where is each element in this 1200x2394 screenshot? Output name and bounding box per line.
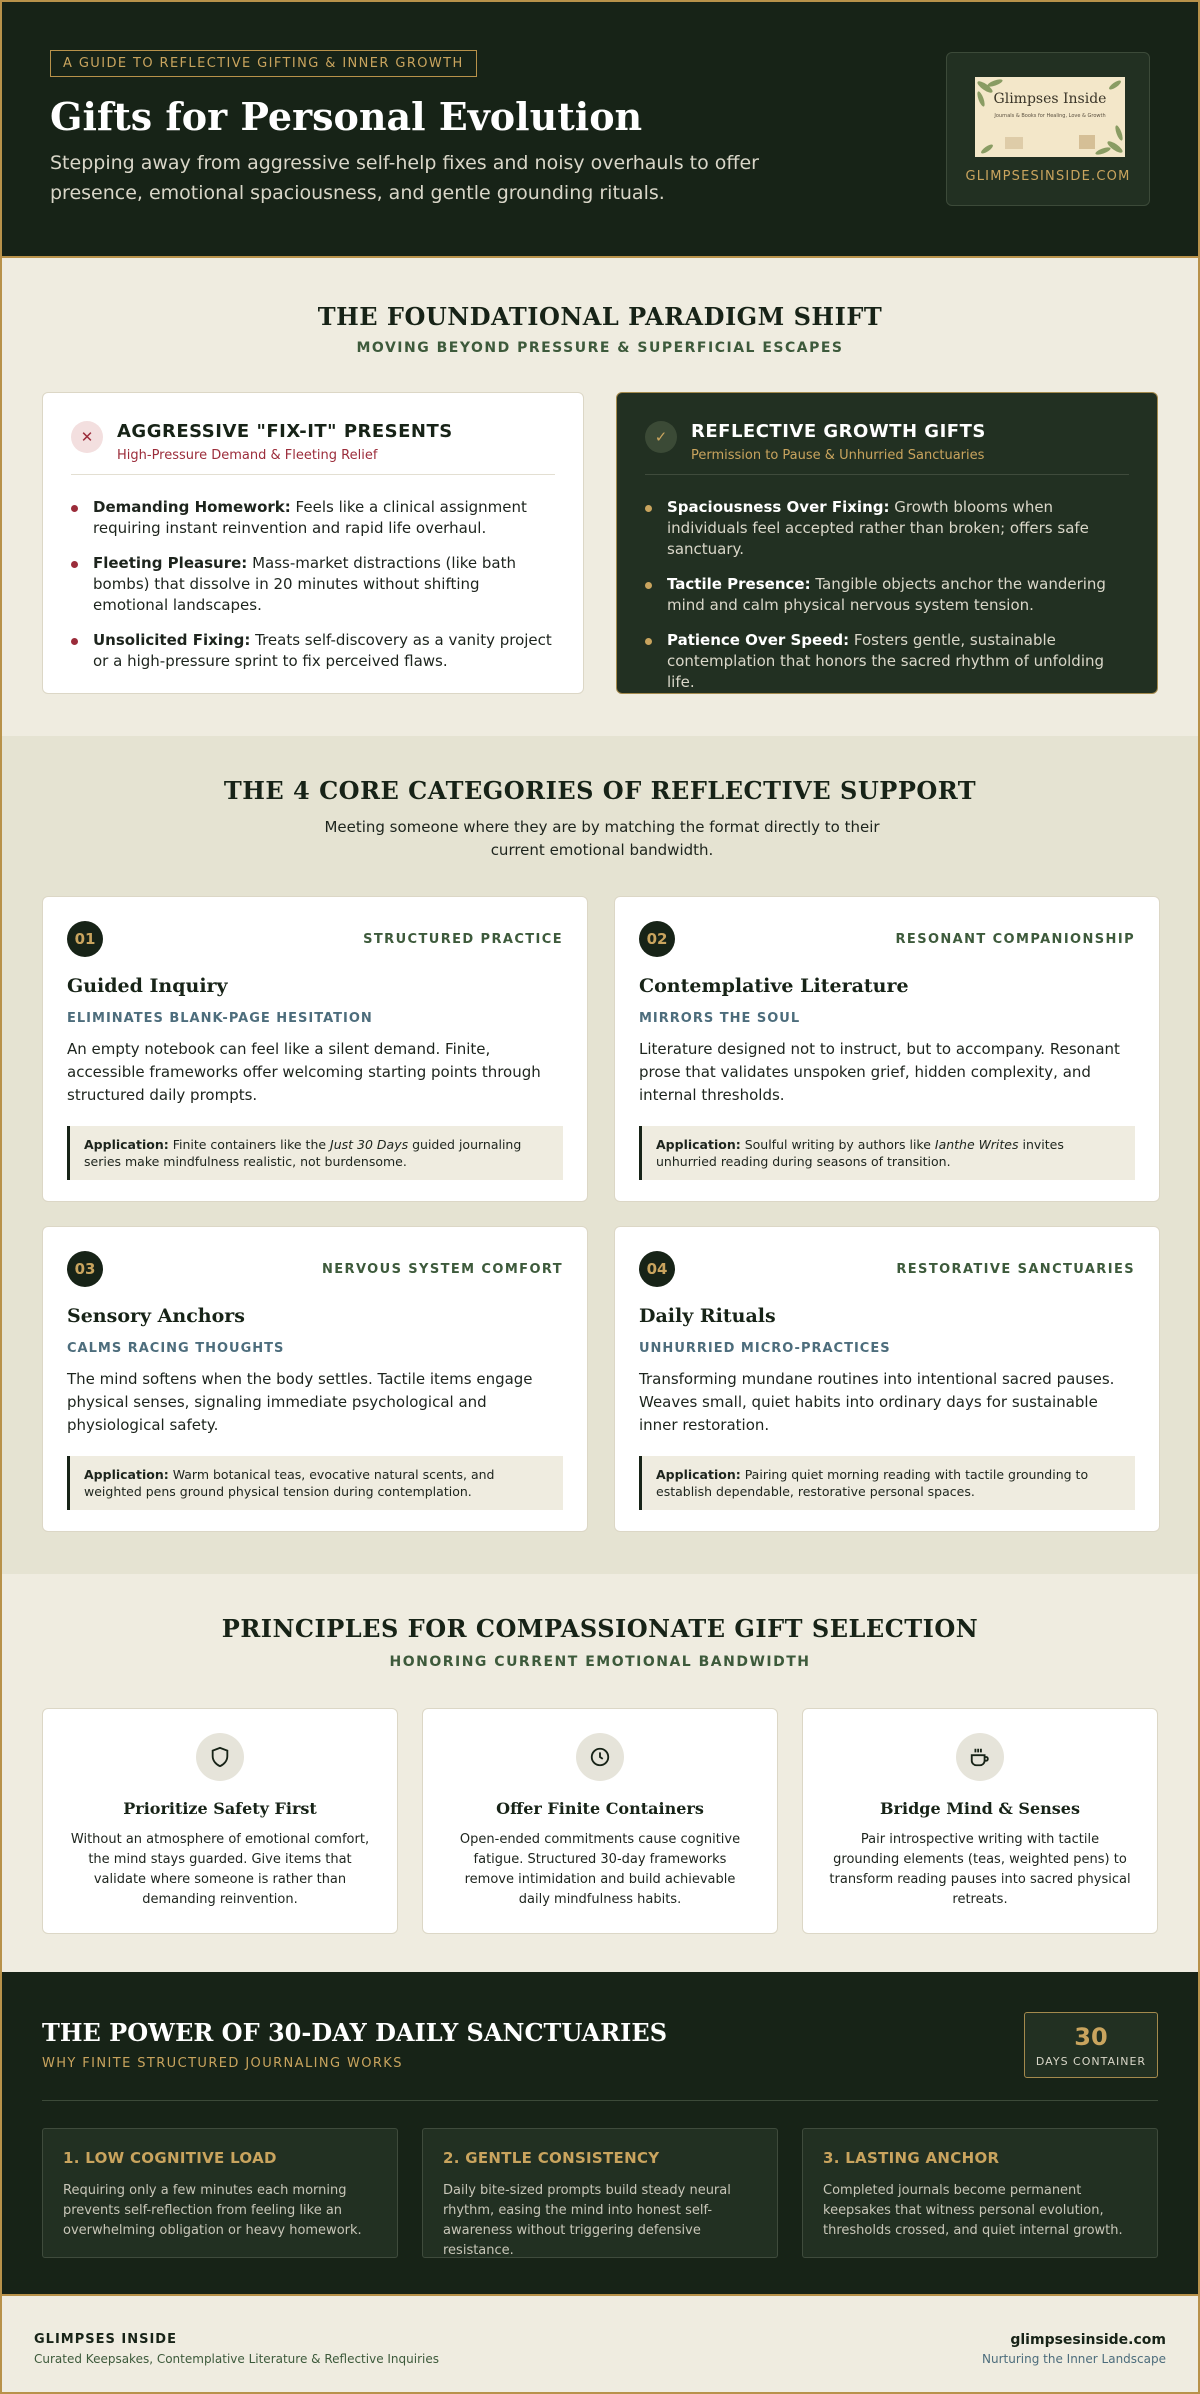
application-note: Application: Warm botanical teas, evocative natural scents, and weighted pens ground physical tension during contemplation.: [67, 1456, 563, 1510]
principle-card: [422, 1708, 778, 1934]
category-card: [42, 896, 588, 1202]
category-label: RESTORATIVE SANCTUARIES: [896, 1261, 1135, 1277]
list-item: Fleeting Pleasure: Mass-market distractions (like bath bombs) that dissolve in 20 minutes without shifting emotional landscapes.: [71, 553, 555, 616]
list-item: Demanding Homework: Feels like a clinical assignment requiring instant reinvention and rapid life overhaul.: [71, 497, 555, 539]
brand-logo-tagline: Journals & Books for Healing, Love & Growth: [994, 113, 1106, 119]
principle-body: Pair introspective writing with tactile grounding elements (teas, weighted pens) to transform reading pauses into sacred physical retreats.: [829, 1832, 1131, 1907]
categories-subtitle: Meeting someone where they are by matching the format directly to their current emotional bandwidth.: [324, 818, 880, 859]
category-number-badge: 03: [67, 1251, 103, 1287]
benefit-title: 3. LASTING ANCHOR: [823, 2149, 1000, 2167]
categories-section: [2, 736, 1198, 1574]
category-title: Guided Inquiry: [67, 975, 228, 997]
reflective-gifts-card: [616, 392, 1158, 694]
brand-card[interactable]: [946, 52, 1150, 206]
page-subtitle: Stepping away from aggressive self-help fixes and noisy overhauls to offer presence, emotional spaciousness, and gentle grounding rituals.: [50, 152, 759, 204]
category-body: The mind softens when the body settles. Tactile items engage physical senses, signaling immediate psychological and physiological safety.: [67, 1370, 533, 1434]
sanctuaries-kicker: WHY FINITE STRUCTURED JOURNALING WORKS: [42, 2056, 403, 2071]
categories-title: THE 4 CORE CATEGORIES OF REFLECTIVE SUPPORT: [223, 776, 977, 805]
cup-icon: [956, 1733, 1004, 1781]
category-body: An empty notebook can feel like a silent demand. Finite, accessible frameworks offer welcoming starting points through structured daily prompts.: [67, 1040, 541, 1104]
aggressive-gifts-card: [42, 392, 584, 694]
principle-card: [42, 1708, 398, 1934]
application-note: Application: Finite containers like the Just 30 Days guided journaling series make mindfulness realistic, not burdensome.: [67, 1126, 563, 1180]
aggressive-card-header: [71, 421, 555, 475]
reflective-card-subtitle: Permission to Pause & Unhurried Sanctuaries: [691, 448, 985, 463]
category-body: Transforming mundane routines into intentional sacred pauses. Weaves small, quiet habits into ordinary days for sustainable inner restoration.: [639, 1370, 1115, 1434]
sanctuaries-section: [2, 1972, 1198, 2296]
reflective-card-title: REFLECTIVE GROWTH GIFTS: [691, 421, 986, 442]
divider: [42, 2100, 1158, 2101]
aggressive-card-title: AGGRESSIVE "FIX-IT" PRESENTS: [117, 421, 453, 442]
reflective-card-header: [645, 421, 1129, 475]
aggressive-card-subtitle: High-Pressure Demand & Fleeting Relief: [117, 448, 378, 463]
principles-title: PRINCIPLES FOR COMPASSIONATE GIFT SELECTION: [221, 1614, 979, 1643]
category-title: Contemplative Literature: [639, 975, 909, 997]
footer-brand-tagline: Curated Keepsakes, Contemplative Literature & Reflective Inquiries: [34, 2352, 439, 2366]
brand-url-link[interactable]: GLIMPSESINSIDE.COM: [965, 169, 1131, 184]
principle-card: [802, 1708, 1158, 1934]
benefit-card: [42, 2128, 398, 2258]
category-body: Literature designed not to instruct, but to accompany. Resonant prose that validates unspoken grief, hidden complexity, and internal thresholds.: [639, 1040, 1120, 1104]
list-item: Spaciousness Over Fixing: Growth blooms when individuals feel accepted rather than broken; offers safe sanctuary.: [645, 497, 1129, 560]
footer-url-tagline: Nurturing the Inner Landscape: [982, 2352, 1166, 2366]
principles-kicker: HONORING CURRENT EMOTIONAL BANDWIDTH: [389, 1654, 811, 1670]
hero-header: [2, 2, 1198, 258]
category-number-badge: 02: [639, 921, 675, 957]
principle-title: Offer Finite Containers: [496, 1799, 704, 1818]
principle-body: Open-ended commitments cause cognitive fatigue. Structured 30-day frameworks remove intimidation and build achievable daily mindfulness habits.: [459, 1832, 741, 1907]
category-label: STRUCTURED PRACTICE: [363, 931, 563, 947]
paradigm-section: [2, 258, 1198, 736]
category-title: Sensory Anchors: [67, 1305, 245, 1327]
category-card: [614, 896, 1160, 1202]
page-title: Gifts for Personal Evolution: [50, 94, 643, 139]
benefit-body: Requiring only a few minutes each morning prevents self-reflection from feeling like an overwhelming obligation or heavy homework.: [63, 2183, 362, 2238]
category-kicker: CALMS RACING THOUGHTS: [67, 1341, 285, 1356]
category-number-badge: 01: [67, 921, 103, 957]
sanctuaries-title: THE POWER OF 30-DAY DAILY SANCTUARIES: [42, 2018, 668, 2047]
benefit-body: Completed journals become permanent keepsakes that witness personal evolution, thresholds crossed, and quiet internal growth.: [823, 2183, 1123, 2238]
brand-logo-name: Glimpses Inside: [993, 91, 1107, 107]
category-card: [614, 1226, 1160, 1532]
category-card: [42, 1226, 588, 1532]
checkmark-icon: ✓: [645, 421, 677, 453]
category-title: Daily Rituals: [639, 1305, 776, 1327]
days-number: 30: [1074, 2023, 1108, 2051]
principle-title: Prioritize Safety First: [123, 1799, 317, 1818]
category-label: RESONANT COMPANIONSHIP: [895, 931, 1135, 947]
footer: [2, 2296, 1198, 2392]
benefit-card: [422, 2128, 778, 2258]
application-note: Application: Soulful writing by authors like Ianthe Writes invites unhurried reading during seasons of transition.: [639, 1126, 1135, 1180]
footer-brand: GLIMPSES INSIDE: [34, 2332, 177, 2347]
benefit-body: Daily bite-sized prompts build steady neural rhythm, easing the mind into honest self-awareness without triggering defensive resistance.: [443, 2183, 731, 2258]
category-kicker: ELIMINATES BLANK-PAGE HESITATION: [67, 1011, 373, 1026]
category-label: NERVOUS SYSTEM COMFORT: [321, 1261, 563, 1277]
category-number-badge: 04: [639, 1251, 675, 1287]
guide-tag: A GUIDE TO REFLECTIVE GIFTING & INNER GROWTH: [50, 50, 477, 77]
benefit-title: 1. LOW COGNITIVE LOAD: [63, 2149, 277, 2167]
benefit-card: [802, 2128, 1158, 2258]
paradigm-kicker: MOVING BEYOND PRESSURE & SUPERFICIAL ESCAPES: [356, 340, 844, 356]
principle-title: Bridge Mind & Senses: [880, 1799, 1080, 1818]
list-item: Patience Over Speed: Fosters gentle, sustainable contemplation that honors the sacred rhythm of unfolding life.: [645, 630, 1129, 693]
benefit-title: 2. GENTLE CONSISTENCY: [443, 2149, 660, 2167]
list-item: Tactile Presence: Tangible objects anchor the wandering mind and calm physical nervous system tension.: [645, 574, 1129, 616]
list-item: Unsolicited Fixing: Treats self-discovery as a vanity project or a high-pressure sprint to fix perceived flaws.: [71, 630, 555, 672]
category-kicker: UNHURRIED MICRO-PRACTICES: [639, 1341, 891, 1356]
clock-icon: [576, 1733, 624, 1781]
reflective-list: [645, 497, 1129, 693]
x-mark-icon: ✕: [71, 421, 103, 453]
aggressive-list: [71, 497, 555, 672]
principle-body: Without an atmosphere of emotional comfort, the mind stays guarded. Give items that validate where someone is rather than demanding reinvention.: [70, 1832, 370, 1907]
application-note: Application: Pairing quiet morning reading with tactile grounding to establish dependable, restorative personal spaces.: [639, 1456, 1135, 1510]
brand-logo-image: [975, 77, 1125, 157]
footer-url-link[interactable]: glimpsesinside.com: [1010, 2332, 1166, 2348]
shield-icon: [196, 1733, 244, 1781]
principles-section: [2, 1574, 1198, 1972]
paradigm-title: THE FOUNDATIONAL PARADIGM SHIFT: [317, 302, 883, 331]
category-kicker: MIRRORS THE SOUL: [639, 1011, 801, 1026]
days-container-badge: [1024, 2012, 1158, 2078]
days-label: DAYS CONTAINER: [1035, 2055, 1147, 2068]
